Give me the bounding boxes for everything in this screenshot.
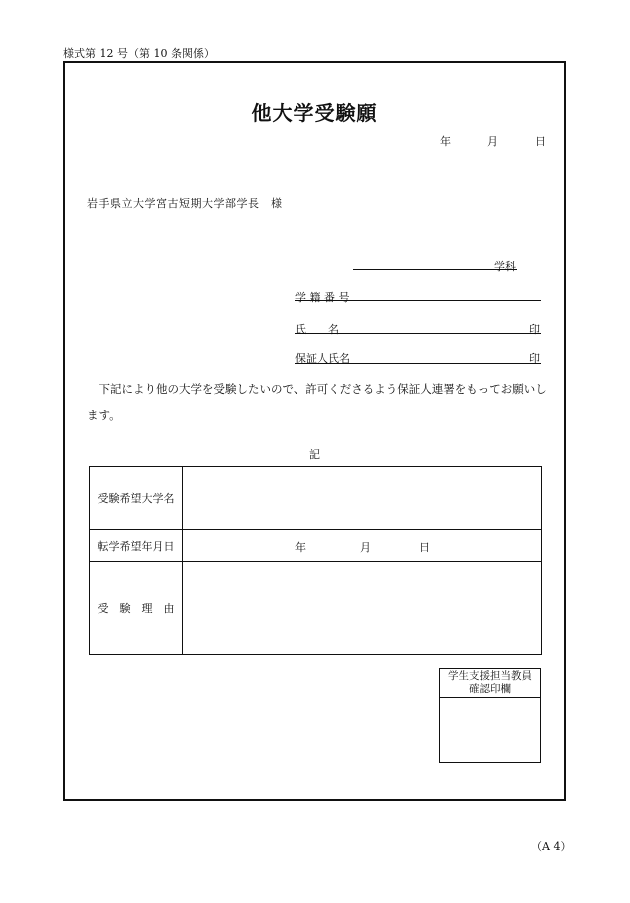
date-day-label: 日 — [535, 135, 546, 148]
department-label: 学科 — [494, 260, 516, 273]
paper-size-label: （A 4） — [531, 840, 572, 853]
confirmation-box-subtitle: 確認印欄 — [469, 683, 511, 695]
transfer-date-day: 日 — [419, 541, 430, 554]
student-id-field-line[interactable] — [295, 300, 541, 301]
transfer-date-label: 転学希望年月日 — [90, 530, 183, 562]
confirmation-seal-area[interactable] — [440, 698, 540, 762]
reason-input-cell[interactable] — [183, 562, 542, 655]
ki-heading: 記 — [309, 448, 320, 461]
guarantor-seal-mark: 印 — [529, 352, 540, 365]
addressee: 岩手県立大学宮古短期大学部学長 様 — [87, 197, 283, 210]
university-label: 受験希望大学名 — [90, 467, 183, 530]
guarantor-name-field-line[interactable] — [295, 363, 541, 364]
confirmation-box-title: 学生支援担当教員 — [448, 670, 532, 682]
department-field-line[interactable] — [353, 269, 517, 270]
university-input-cell[interactable] — [183, 467, 542, 530]
details-table — [89, 466, 542, 655]
student-id-label: 学 籍 番 号 — [295, 291, 350, 304]
date-year-label: 年 — [440, 135, 451, 148]
reason-label: 受 験 理 由 — [90, 562, 183, 655]
form-code: 様式第 12 号（第 10 条関係） — [63, 47, 215, 60]
name-field-line[interactable] — [295, 333, 541, 334]
request-text: 下記により他の大学を受験したいので、許可くださるよう保証人連署をもってお願いします。 — [87, 382, 547, 422]
advisor-confirmation-box — [439, 668, 541, 763]
name-label: 氏 名 — [295, 323, 339, 336]
page-title: 他大学受験願 — [251, 101, 378, 125]
transfer-date-input-cell[interactable] — [183, 530, 542, 562]
name-seal-mark: 印 — [529, 323, 540, 336]
transfer-date-month: 月 — [360, 541, 371, 554]
confirmation-box-heading — [440, 669, 540, 698]
date-month-label: 月 — [487, 135, 498, 148]
transfer-date-year: 年 — [295, 541, 306, 554]
guarantor-name-label: 保証人氏名 — [295, 352, 350, 365]
